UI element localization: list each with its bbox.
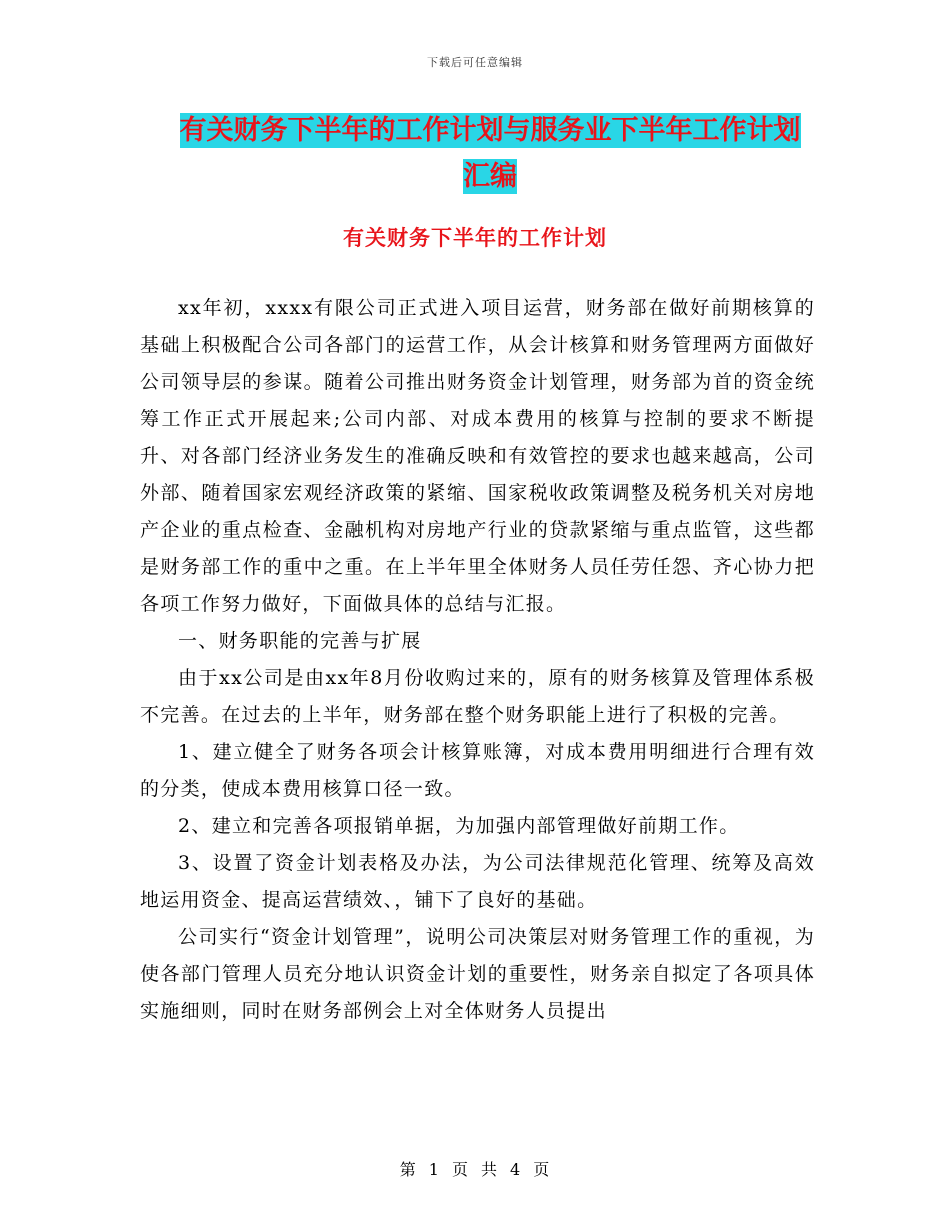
footer-total-pages: 4 bbox=[510, 1160, 522, 1179]
main-title-line-1: 有关财务下半年的工作计划与服务业下半年工作计划 bbox=[179, 115, 801, 146]
paragraph-item-1: 1、建立健全了财务各项会计核算账簿，对成本费用明细进行合理有效的分类，使成本费用核算口径一致。 bbox=[140, 741, 815, 800]
footer-current-page: 1 bbox=[428, 1160, 440, 1179]
document-body bbox=[140, 290, 815, 1030]
footer-total-prefix: 共 bbox=[481, 1160, 499, 1179]
section-title: 有关财务下半年的工作计划 bbox=[343, 226, 607, 250]
header-note: 下载后可任意编辑 bbox=[427, 56, 523, 69]
page-footer bbox=[0, 1157, 950, 1180]
paragraph-item-2: 2、建立和完善各项报销单据，为加强内部管理做好前期工作。 bbox=[178, 815, 740, 837]
paragraph-heading-1: 一、财务职能的完善与扩展 bbox=[178, 630, 422, 652]
main-title-line-2: 汇编 bbox=[463, 161, 517, 192]
paragraph-intro: xx年初，xxxx有限公司正式进入项目运营，财务部在做好前期核算的基础上积极配合公司各部门的运营工作，从会计核算和财务管理两方面做好公司领导层的参谋。随着公司推出财务资金计划管理，财务部为首的资金统筹工作正式开展起来;公司内部、对成本费用的核算与控制的要求不断提升、对各部门经济业务发生的准确反映和有效管控的要求也越来越高，公司外部、随着国家宏观经济政策的紧缩、国家税收政策调整及税务机关对房地产企业的重点检查、金融机构对房地产行业的贷款紧缩与重点监管，这些都是财务部工作的重中之重。在上半年里全体财务人员任劳任怨、齐心协力把各项工作努力做好，下面做具体的总结与汇报。 bbox=[140, 297, 815, 615]
paragraph-capital-plan: 公司实行“资金计划管理”，说明公司决策层对财务管理工作的重视，为使各部门管理人员充分地认识资金计划的重要性，财务亲自拟定了各项具体实施细则，同时在财务部例会上对全体财务人员提出 bbox=[140, 926, 815, 1022]
paragraph-item-3: 3、设置了资金计划表格及办法，为公司法律规范化管理、统筹及高效地运用资金、提高运营绩效、，铺下了良好的基础。 bbox=[140, 852, 815, 911]
paragraph-background: 由于xx公司是由xx年8月份收购过来的，原有的财务核算及管理体系极不完善。在过去的上半年，财务部在整个财务职能上进行了积极的完善。 bbox=[140, 667, 815, 726]
footer-total-suffix: 页 bbox=[533, 1160, 551, 1179]
footer-page-mid: 页 bbox=[451, 1160, 469, 1179]
footer-page-prefix: 第 bbox=[399, 1160, 417, 1179]
document-main-title bbox=[140, 108, 840, 200]
